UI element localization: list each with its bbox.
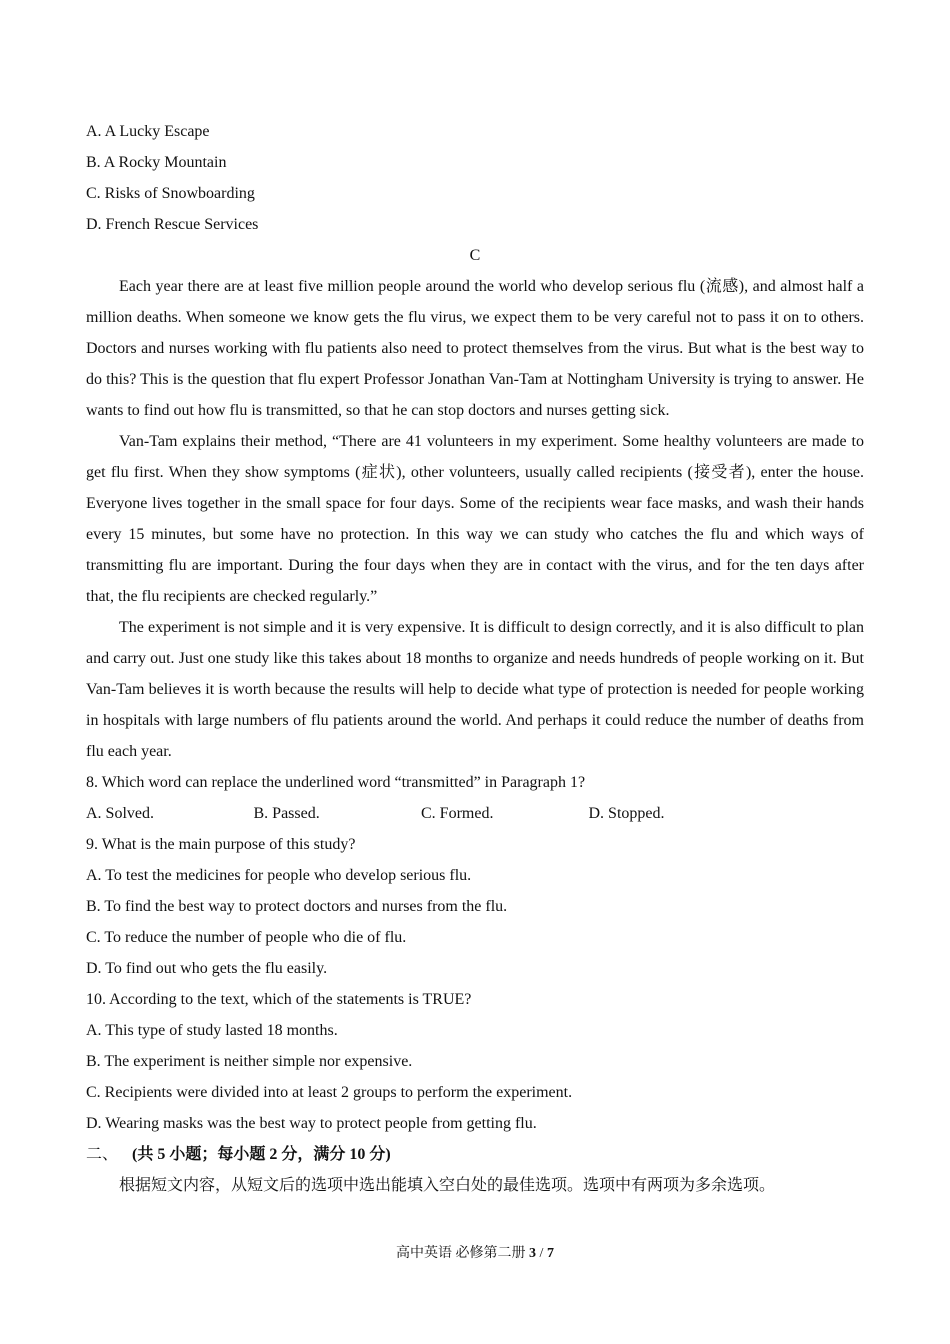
option-a: A. To test the medicines for people who develop serious flu. [86, 867, 472, 884]
option-b: B. To find the best way to protect doctors and nurses from the flu. [86, 898, 508, 915]
option-d: D. Wearing masks was the best way to protect people from getting flu. [86, 1115, 537, 1132]
page-footer [0, 1244, 950, 1264]
option-a: A. This type of study lasted 18 months. [86, 1022, 338, 1039]
option-line: A. A Lucky Escape [86, 123, 210, 140]
question-8 [86, 767, 864, 829]
question-10 [86, 984, 864, 1139]
passage-label: C [469, 247, 481, 264]
question-stem: 8. Which word can replace the underlined word “transmitted” in Paragraph 1? [86, 774, 586, 791]
footer-subject: 高中英语 必修第二册 [396, 1246, 526, 1261]
question-stem: 10. According to the text, which of the statements is TRUE? [86, 991, 472, 1008]
option-a: A. Solved. [86, 805, 154, 822]
question-stem: 9. What is the main purpose of this study? [86, 836, 356, 853]
passage-paragraph: Van-Tam explains their method, “There are 41 volunteers in my experiment. Some healthy volunteers are made to get flu first. When they show symptoms (症状), other volunteers, usually called recipients (接受者), enter the house. Everyone lives together in the small space for four days. Some of the recipients wear face masks, and wash their hands every 15 minutes, but some have no protection. In this way we can study who catches the flu and which ways of transmitting flu are important. During the four days when they are in contact with the virus, and for the ten days after that, the flu recipients are checked regularly.” [86, 433, 864, 605]
option-b: B. The experiment is neither simple nor expensive. [86, 1053, 413, 1070]
footer-separator: / [539, 1246, 544, 1261]
page-content [86, 116, 864, 1201]
section-2-heading [86, 1139, 864, 1170]
footer-page-number: 3 [529, 1246, 537, 1261]
option-line: D. French Rescue Services [86, 216, 259, 233]
section-number: 二、 [86, 1146, 119, 1163]
option-c: C. Recipients were divided into at least 2 groups to perform the experiment. [86, 1084, 573, 1101]
option-line: B. A Rocky Mountain [86, 154, 227, 171]
section-2-instruction: 根据短文内容，从短文后的选项中选出能填入空白处的最佳选项。选项中有两项为多余选项。 [119, 1177, 776, 1194]
passage-paragraph: Each year there are at least five million people around the world who develop serious flu (流感), and almost half a million deaths. When someone we know gets the flu virus, we expect them to be very careful not to pass it on to others. Doctors and nurses working with flu patients also need to protect themselves from the virus. But what is the best way to do this? This is the question that flu expert Professor Jonathan Van-Tam at Nottingham University is trying to answer. He wants to find out how flu is transmitted, so that he can stop doctors and nurses getting sick. [86, 278, 864, 419]
option-d: D. Stopped. [588, 805, 665, 822]
footer-total-pages: 7 [546, 1246, 554, 1261]
question-9 [86, 829, 864, 984]
option-c: C. To reduce the number of people who die of flu. [86, 929, 407, 946]
passage-paragraph: The experiment is not simple and it is very expensive. It is difficult to design correctly, and it is also difficult to plan and carry out. Just one study like this takes about 18 months to organize and needs hundreds of people working on it. But Van-Tam believes it is worth because the results will help to decide what type of protection is needed for people working in hospitals with large numbers of flu patients around the world. And perhaps it could reduce the number of deaths from flu each year. [86, 619, 864, 760]
option-row [86, 798, 864, 829]
section-title: (共 5 小题；每小题 2 分，满分 10 分) [132, 1146, 391, 1163]
option-c: C. Formed. [421, 805, 494, 822]
passage-body [86, 271, 864, 767]
option-d: D. To find out who gets the flu easily. [86, 960, 328, 977]
option-line: C. Risks of Snowboarding [86, 185, 255, 202]
previous-question-options [86, 116, 864, 240]
option-b: B. Passed. [253, 805, 320, 822]
